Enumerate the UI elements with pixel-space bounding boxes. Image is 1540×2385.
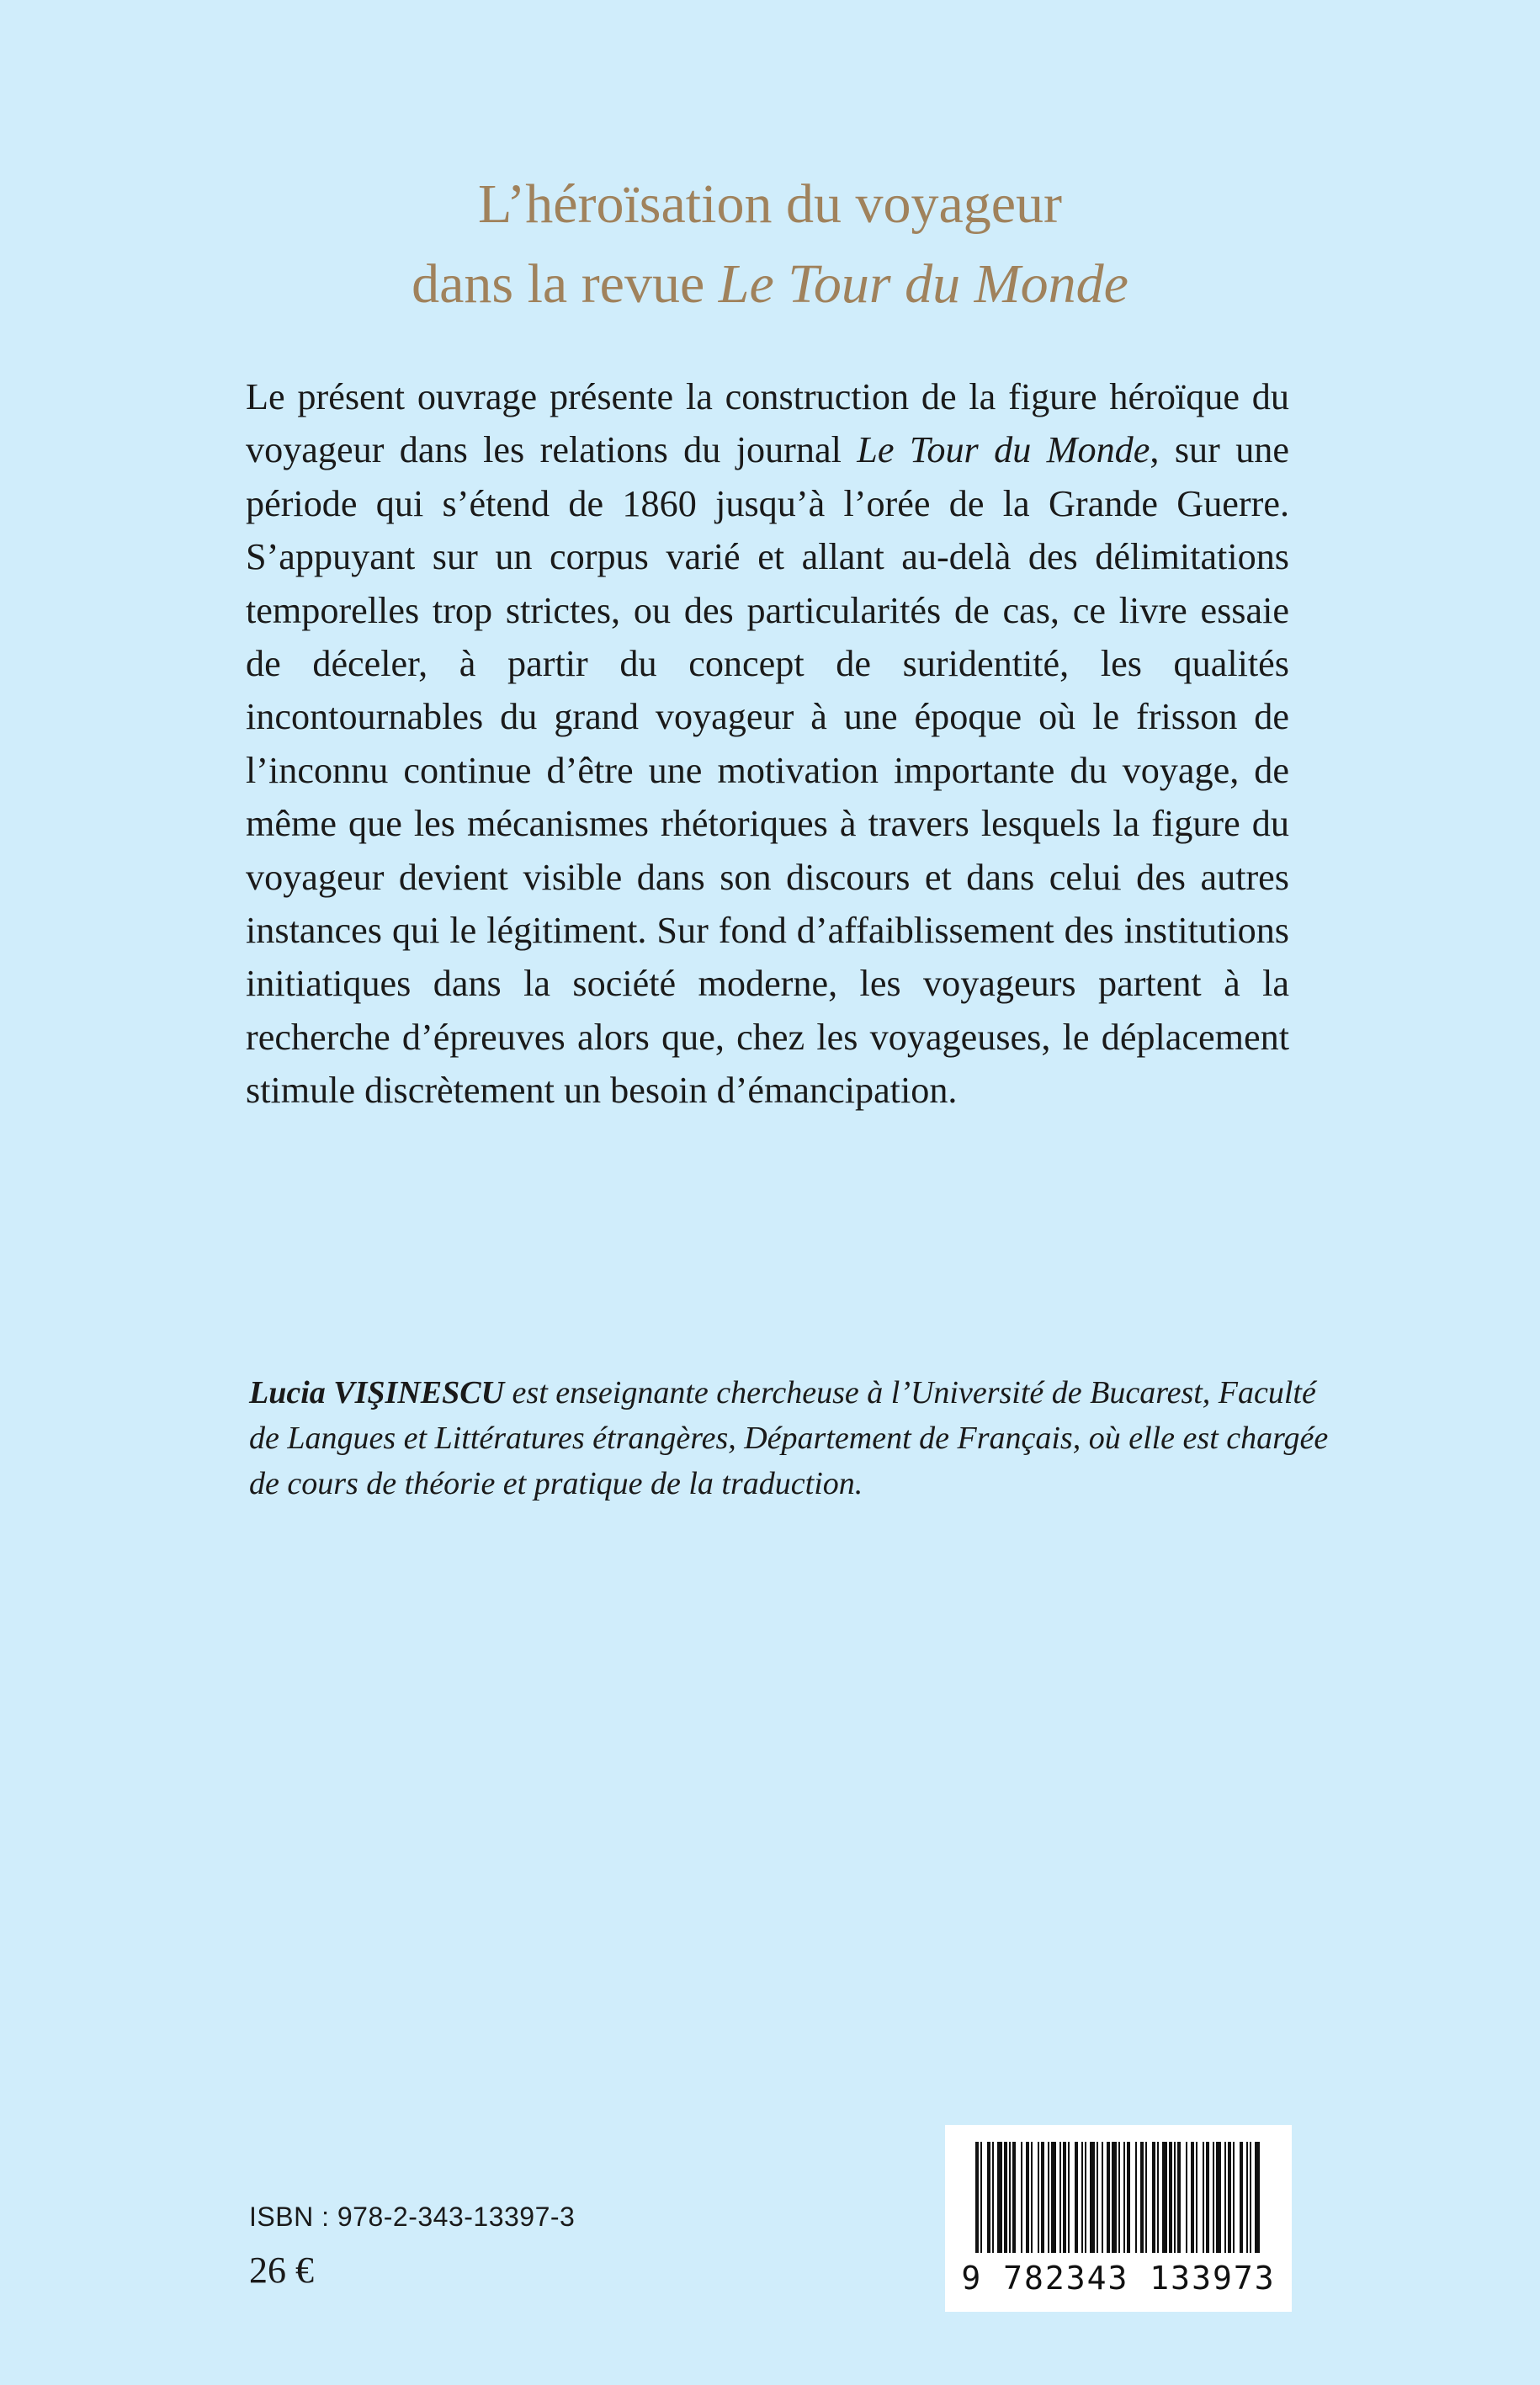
- barcode-bars: [975, 2142, 1261, 2260]
- title-line-1: L’héroïsation du voyageur: [477, 173, 1063, 235]
- book-title: [0, 164, 1540, 324]
- barcode-bar: [1048, 2142, 1049, 2253]
- barcode-bar: [1051, 2142, 1056, 2253]
- isbn: ISBN : 978-2-343-13397-3: [249, 2202, 576, 2232]
- barcode-bar: [1216, 2142, 1221, 2253]
- barcode-bar: [1250, 2142, 1251, 2253]
- barcode-bar: [1162, 2142, 1167, 2253]
- barcode-bar: [992, 2142, 994, 2253]
- barcode-bar: [1012, 2142, 1016, 2253]
- barcode-bar: [1196, 2142, 1197, 2253]
- barcode-bar: [1068, 2142, 1070, 2253]
- barcode-bar: [1177, 2142, 1181, 2253]
- barcode-bar: [1145, 2142, 1147, 2253]
- barcode-bar: [1021, 2142, 1022, 2253]
- barcode-bar: [1085, 2142, 1086, 2253]
- barcode-bar: [1090, 2142, 1095, 2253]
- blurb-part-2: , sur une période qui s’étend de 1860 jusqu’à l’orée de la Grande Guerre. S’appuyant sur un corpus varié et allant au-delà des délimitations temporelles trop strictes, ou des particularités de cas, ce livre essaie de déceler, à partir du concept de suridentité, les qualités incontournables du grand voyageur à une époque où le frisson de l’inconnu continue d’être une motivation importante du voyage, de même que les mécanismes rhétoriques à travers lesquels la figure du voyageur devient visible dans son discours et dans celui des autres instances qui le légitiment. Sur fond d’affaiblissement des institutions initiatiques dans la société moderne, les voyageurs partent à la recherche d’épreuves alors que, chez les voyageuses, le déplacement stimule discrètement un besoin d’émancipation.: [246, 429, 1289, 1112]
- blurb-paragraph: [246, 370, 1289, 1118]
- blurb-part-1: Le présent ouvrage présente la construction de la figure héroïque du voyageur dans les relations du journal: [246, 376, 1289, 471]
- barcode: [945, 2125, 1292, 2312]
- barcode-bar: [1135, 2142, 1137, 2253]
- barcode-bar: [1004, 2142, 1007, 2253]
- barcode-bar: [1009, 2142, 1011, 2253]
- blurb-journal-name: Le Tour du Monde: [857, 429, 1150, 471]
- barcode-bar: [1112, 2142, 1117, 2253]
- barcode-bar: [1102, 2142, 1103, 2253]
- barcode-bar: [1075, 2142, 1078, 2253]
- barcode-bar: [1063, 2142, 1066, 2253]
- author-name: Lucia VIŞINESCU: [249, 1375, 505, 1410]
- barcode-bar: [1169, 2142, 1172, 2253]
- barcode-bar: [1127, 2142, 1130, 2253]
- barcode-bar: [975, 2142, 979, 2253]
- barcode-bar: [1118, 2142, 1120, 2253]
- barcode-bar: [1233, 2142, 1235, 2253]
- barcode-bar: [1041, 2142, 1044, 2253]
- author-bio: [249, 1370, 1335, 1506]
- author-bio-text: est enseignante chercheuse à l’Université de Bucarest, Faculté de Langues et Littératures étrangères, Département de Français, où elle est chargée de cours de théorie et pratique de la traduction.: [249, 1375, 1329, 1501]
- barcode-bar: [1026, 2142, 1029, 2253]
- barcode-bar: [1255, 2142, 1260, 2253]
- barcode-bar: [1081, 2142, 1083, 2253]
- barcode-bar: [1246, 2142, 1248, 2253]
- barcode-bar: [1123, 2142, 1125, 2253]
- barcode-bar: [1213, 2142, 1214, 2253]
- barcode-bar: [1228, 2142, 1231, 2253]
- barcode-digits: 9 782343 133973: [961, 2260, 1276, 2297]
- barcode-bar: [1206, 2142, 1209, 2253]
- price: 26 €: [249, 2250, 314, 2291]
- barcode-bar: [1038, 2142, 1039, 2253]
- barcode-bar: [1191, 2142, 1194, 2253]
- barcode-bar: [980, 2142, 982, 2253]
- barcode-bar: [997, 2142, 1002, 2253]
- barcode-bar: [1174, 2142, 1176, 2253]
- title-line-2-prefix: dans la revue: [412, 253, 719, 315]
- barcode-bar: [1140, 2142, 1144, 2253]
- title-journal-name: Le Tour du Monde: [718, 253, 1128, 315]
- barcode-bar: [1224, 2142, 1226, 2253]
- barcode-bar: [1031, 2142, 1033, 2253]
- barcode-bar: [1059, 2142, 1061, 2253]
- barcode-bar: [1186, 2142, 1187, 2253]
- barcode-bar: [1097, 2142, 1098, 2253]
- barcode-bar: [1203, 2142, 1204, 2253]
- barcode-bar: [987, 2142, 990, 2253]
- barcode-bar: [1152, 2142, 1155, 2253]
- barcode-bar: [1107, 2142, 1110, 2253]
- barcode-bar: [1157, 2142, 1159, 2253]
- barcode-bar: [1240, 2142, 1243, 2253]
